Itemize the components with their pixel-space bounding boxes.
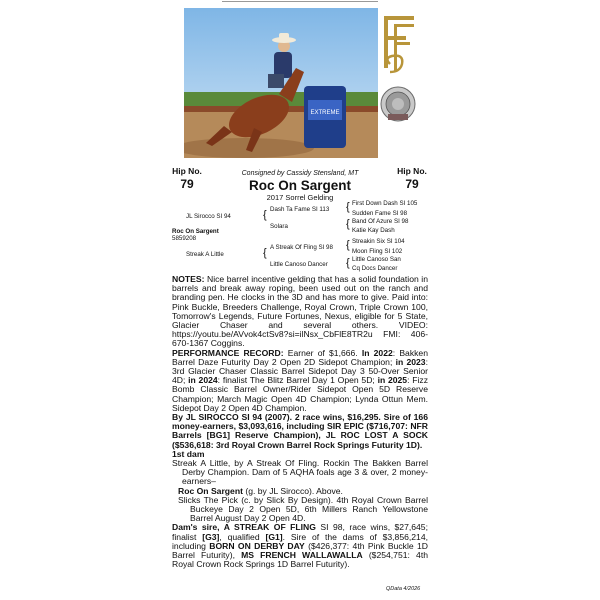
dams-sire-text: ($426,377: 4th Pink Buckle 1D Barrel Futurity), (172, 540, 428, 561)
hip-number-left (167, 167, 207, 190)
horse-photo (184, 8, 378, 158)
notes-paragraph (172, 275, 428, 349)
pedigree-sire-sire: Dash Ta Fame SI 113 (270, 206, 330, 213)
dams-sire-text: ($254,751: 4th Royal Crown Rock Springs 1D Barrel Futurity). (172, 550, 428, 570)
brace: { (346, 239, 350, 251)
pedigree-reg-number: 5859208 (172, 235, 197, 242)
dams-sire-paragraph (172, 523, 428, 569)
dams-sire-heading: Dam's sire, A STREAK OF FLING (172, 522, 316, 533)
performance-text: : Bakken Barrel Daze Futurity Day 2 Open 2D Sidepot Champion; (172, 347, 428, 367)
foal-text: (g. by JL Sirocco). Above. (242, 485, 343, 496)
brace: { (263, 209, 267, 221)
hip-value: 79 (180, 176, 194, 191)
pedigree-ddd: Cq Docs Dancer (352, 265, 398, 272)
brace: { (346, 218, 350, 230)
brace: { (346, 257, 350, 269)
hip-label: Hip No. (397, 166, 427, 176)
hip-number-right (392, 167, 432, 190)
horse-description: 2017 Sorrel Gelding (266, 193, 334, 202)
performance-text: : Fizz Bomb Classic Barrel Owner/Rider Sidepot Open 5D Reserve Champion; March Magic Open 4D Champion; Lynda Ottun Mem. Sidepot Day 2 Open 4D Champion. (172, 375, 428, 413)
pedigree-ssd: Sudden Fame SI 98 (352, 210, 408, 217)
brace: { (346, 201, 350, 213)
pedigree-dam-dam: Little Canoso Dancer (270, 261, 328, 268)
grade-badge: [G1] (265, 531, 283, 542)
pedigree-dam: Streak A Little (186, 251, 224, 258)
top-rule (222, 1, 378, 2)
performance-year: in 2025 (377, 375, 408, 386)
highlight-horse: MS FRENCH WALLAWALLA (241, 550, 363, 561)
horse-name: Roc On Sargent (248, 178, 351, 193)
hip-value: 79 (405, 176, 419, 191)
performance-year: in 2023 (395, 356, 426, 367)
grade-badge: [G3] (202, 531, 220, 542)
foal-name: Roc On Sargent (178, 485, 243, 496)
dams-sire-text: , qualified (219, 531, 266, 542)
dams-sire-text: . Sire of the dams of $3,856,214, including (172, 531, 428, 551)
pedigree-subject: Roc On Sargent (172, 228, 219, 235)
performance-paragraph (172, 349, 428, 413)
pedigree-sire-dam: Solara (270, 223, 288, 230)
dams-sire-text: SI 98, race wins, $27,645; finalist (172, 522, 428, 542)
highlight-horse: BORN ON DERBY DAY (209, 540, 305, 551)
performance-text: : 3rd Glacier Chaser Classic Barrel Sidepot Day 3 50-Over Senior 4D; (172, 356, 428, 386)
pedigree-sdd: Katie Kay Dash (352, 227, 395, 234)
pedigree-sss: First Down Dash SI 105 (352, 200, 418, 207)
pedigree-sire: JL Sirocco SI 94 (186, 213, 231, 220)
performance-text: : finalist The Blitz Barrel Day 1 Open 5D; (217, 375, 378, 386)
first-dam-text: Streak A Little, by A Streak Of Fling. Rockin The Bakken Barrel Derby Champion. Dam of 5 AQHA foals age 3 & over, 2 money-earners– (172, 458, 428, 487)
hip-label: Hip No. (172, 166, 202, 176)
catalog-body (172, 275, 428, 570)
seal-icon (380, 86, 416, 122)
foal-entry: Slicks The Pick (c. by Slick By Design). 4th Royal Crown Barrel Buckeye Day 2 Open 5D, 6th Millers Ranch Yellowstone Barrel August Day 2 Open 4D. (178, 494, 428, 524)
performance-year: in 2024 (188, 375, 218, 386)
brand-logo (380, 14, 418, 78)
notes-text: Nice barrel incentive gelding that has a solid foundation in barrels and break away roping, been used out on the ranch and branding pen. He clocks in the 3D and has more to give. Paid into: Pink Buckle, Breeders Challenge, Royal Crown, Triple Crown 100, Tomorrow's Legends, Future Fortunes, Nexus, eligible for 5 State, Glacier Chaser and several others. VIDEO: https://youtu.be/AVvok4ctSv8?si=ilNsx_CbFlE8TR2u FMI: 406-670-1367 Coggins. (172, 274, 428, 349)
consignor: Consigned by Cassidy Stensland, MT (241, 170, 359, 177)
first-dam-heading: 1st dam (172, 448, 205, 459)
svg-text:EXTREME: EXTREME (310, 110, 340, 116)
pedigree-dam-sire: A Streak Of Fling SI 98 (270, 244, 333, 251)
performance-heading: PERFORMANCE RECORD: (172, 347, 284, 358)
sire-paragraph: By JL SIROCCO SI 94 (2007). 2 race wins, $16,295. Sire of 166 money-earners, $3,093,616, including SIR EPIC ($716,707: NFR Barrels [BG1] Reserve Champion), JL ROC LOST A SOCK ($536,618: 3rd Royal Crown Barrel Rock Springs Futurity 1D). (172, 412, 428, 450)
performance-text: Earner of $1,666. (283, 347, 362, 358)
performance-year: In 2022 (361, 347, 393, 358)
pedigree-dds: Little Canoso San (352, 256, 401, 263)
notes-heading: NOTES: (172, 274, 205, 284)
brace: { (263, 247, 267, 259)
pedigree-dss: Streakin Six SI 104 (352, 238, 405, 245)
pedigree-dsd: Moon Fling SI 102 (352, 248, 403, 255)
pedigree-sds: Band Of Azure SI 98 (352, 218, 409, 225)
footer-credit: QData 4/2026 (386, 586, 421, 592)
